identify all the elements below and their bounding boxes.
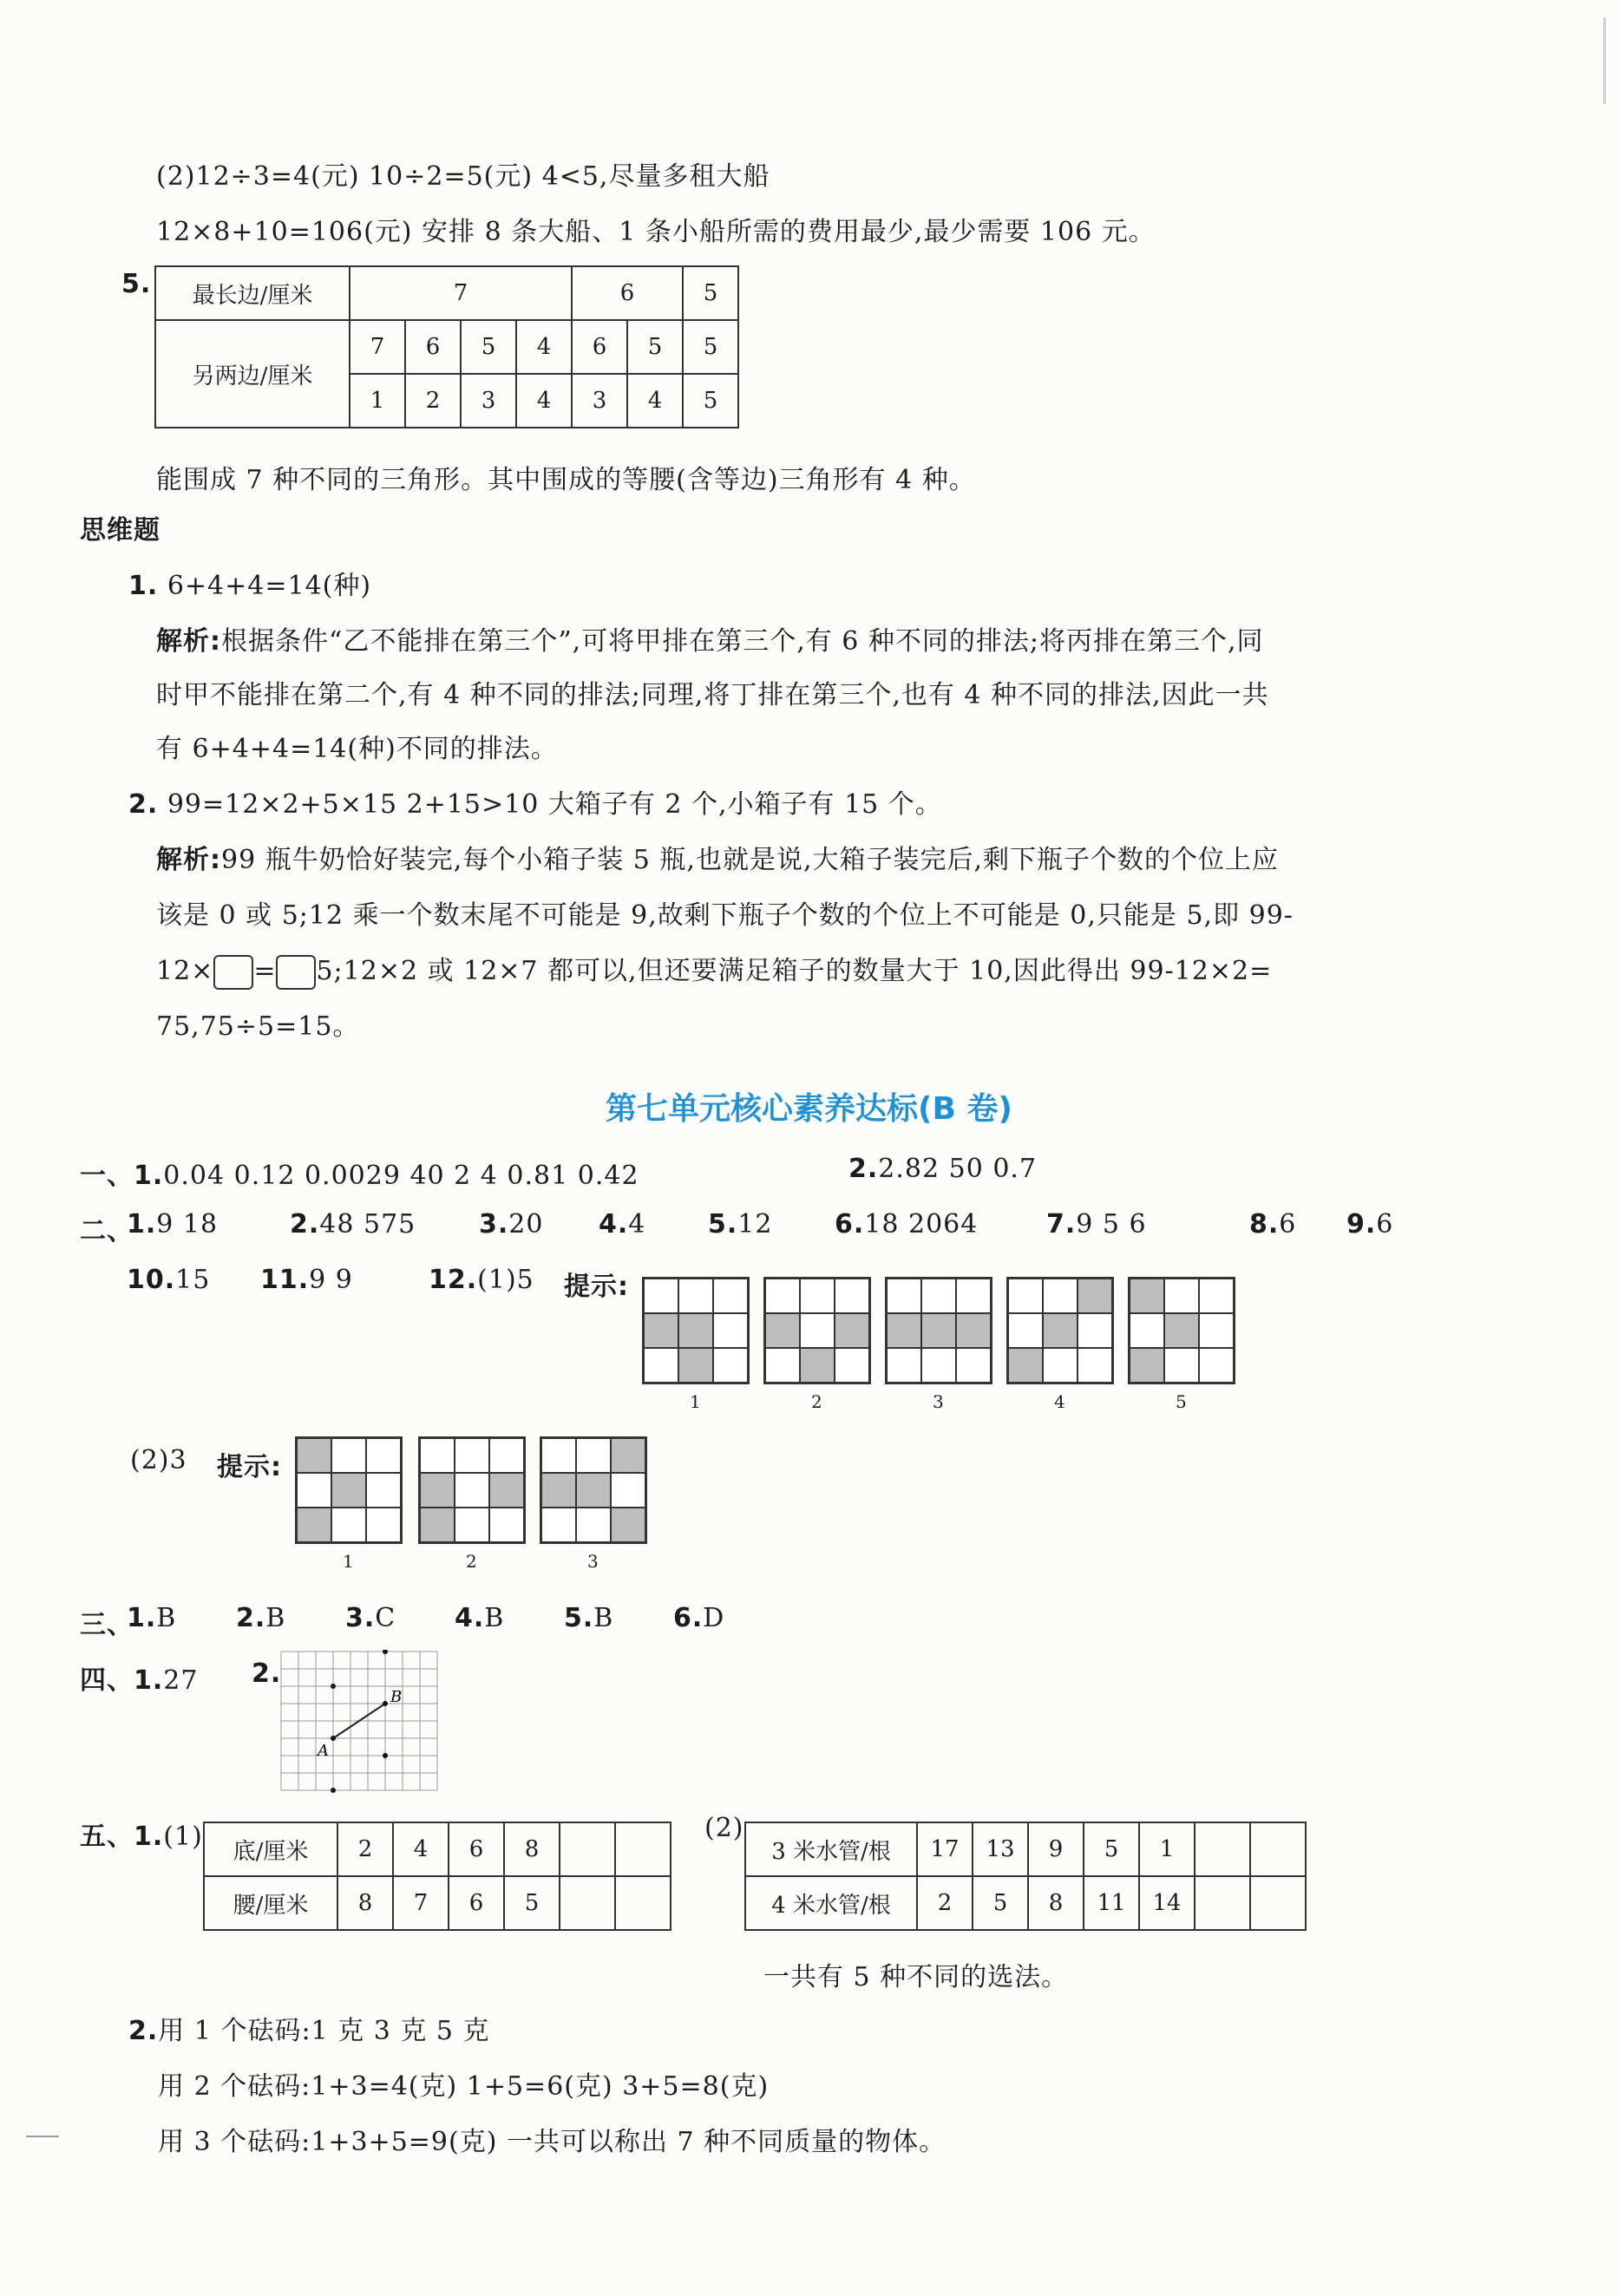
question-number: 3. (345, 1603, 376, 1633)
question-number: 5. (708, 1209, 738, 1240)
answer-text: 9 18 (156, 1209, 219, 1240)
question-number: 10. (127, 1265, 176, 1295)
answer-text: 用 1 个砝码:1 克 3 克 5 克 (158, 2016, 490, 2046)
table-cell: 2 (337, 1822, 393, 1876)
table-header: 底/厘米 (204, 1822, 337, 1876)
analysis-text: = (253, 956, 277, 986)
question-number: 12. (429, 1265, 478, 1295)
table-cell: 4 (393, 1822, 449, 1876)
table-header: 最长边/厘米 (155, 266, 350, 320)
table-cell: 1 (1139, 1822, 1195, 1876)
table-cell: 17 (917, 1822, 973, 1876)
answer-text: 48 575 (319, 1209, 416, 1240)
point-marker (383, 1753, 388, 1758)
table-cell: 8 (1028, 1876, 1084, 1930)
table-cell (1195, 1876, 1250, 1930)
analysis-text: 时甲不能排在第二个,有 4 种不同的排法;同理,将丁排在第三个,也有 4 种不同的排法,因此一共 (156, 680, 1269, 710)
grid-label: 1 (690, 1391, 701, 1412)
analysis-text: 12× (156, 956, 214, 986)
question-number: 1. (127, 1603, 157, 1633)
table-cell: 5 (461, 320, 516, 374)
answer-text: 20 (508, 1209, 544, 1240)
page-edge-mark (1603, 17, 1606, 104)
answer-text: B (484, 1603, 505, 1633)
answer-line-1: (2)12÷3=4(元) 10÷2=5(元) 4<5,尽量多租大船 (156, 161, 770, 192)
table-cell: 7 (393, 1876, 449, 1930)
shading-grid-2 (763, 1277, 871, 1384)
answer-text: (1)5 (477, 1265, 534, 1295)
question-number: 5. (121, 269, 152, 299)
grid-label: 5 (1176, 1391, 1187, 1412)
table-cell: 2 (405, 374, 461, 428)
answer-text: 27 (163, 1665, 199, 1696)
question-number: 2. (252, 1658, 282, 1689)
point-marker (383, 1701, 388, 1706)
section-label: 三、 (80, 1610, 134, 1640)
analysis-text: 5;12×2 或 12×7 都可以,但还要满足箱子的数量大于 10,因此得出 99-12×2= (316, 956, 1273, 986)
question-number: 2. (290, 1209, 320, 1240)
point-label-a: A (318, 1742, 329, 1760)
point-label-b: B (390, 1688, 403, 1706)
answer-text: 9 9 (309, 1265, 353, 1295)
answer-text: 用 3 个砝码:1+3+5=9(克) 一共可以称出 7 种不同质量的物体。 (158, 2127, 947, 2157)
answer-text: (2)3 (130, 1445, 187, 1475)
answer-text: 9 5 6 (1076, 1209, 1147, 1240)
table-cell: 9 (1028, 1822, 1084, 1876)
question-number: 2. (848, 1154, 879, 1184)
table-cell: 7 (350, 320, 405, 374)
triangle-conclusion: 能围成 7 种不同的三角形。其中围成的等腰(含等边)三角形有 4 种。 (156, 465, 976, 495)
table-cell: 5 (683, 266, 738, 320)
table-cell: 3 (572, 374, 627, 428)
answer-text: B (593, 1603, 614, 1633)
grid-label: 4 (1054, 1391, 1065, 1412)
question-number: 1. (127, 1209, 157, 1240)
table-cell (560, 1822, 615, 1876)
section-label: 五、 (80, 1822, 134, 1852)
answer-line-2: 12×8+10=106(元) 安排 8 条大船、1 条小船所需的费用最少,最少需要 106 元。 (156, 217, 1156, 247)
blank-box (213, 955, 253, 990)
table-cell: 6 (449, 1822, 504, 1876)
table-cell: 6 (572, 320, 627, 374)
question-number: 6. (835, 1209, 865, 1240)
part-label: (2) (704, 1813, 744, 1843)
shading-grid-3 (885, 1277, 992, 1384)
pipe-conclusion: 一共有 5 种不同的选法。 (763, 1962, 1069, 1992)
answer-text: 6+4+4=14(种) (167, 571, 372, 601)
table-cell: 4 (516, 320, 572, 374)
answer-text: 99=12×2+5×15 2+15>10 大箱子有 2 个,小箱子有 15 个。 (167, 789, 942, 820)
answer-text: 6 (1376, 1209, 1394, 1240)
analysis-text: 有 6+4+4=14(种)不同的排法。 (156, 734, 558, 764)
answer-text: C (375, 1603, 396, 1633)
question-number: 11. (260, 1265, 310, 1295)
section-label: 一、 (80, 1161, 134, 1191)
table-cell: 4 (516, 374, 572, 428)
table-cell: 5 (683, 374, 738, 428)
answer-text: 4 (628, 1209, 646, 1240)
table-cell: 8 (504, 1822, 560, 1876)
table-cell: 7 (350, 266, 572, 320)
isosceles-table (203, 1822, 671, 1931)
question-number: 1. (128, 571, 159, 601)
table-cell (615, 1876, 671, 1930)
question-number: 9. (1346, 1209, 1377, 1240)
shading-grid-b3 (540, 1436, 647, 1544)
answer-text: 15 (175, 1265, 211, 1295)
analysis-label: 解析: (156, 845, 221, 875)
table-cell: 11 (1084, 1876, 1139, 1930)
question-number: 1. (134, 1822, 164, 1852)
shading-grid-b2 (418, 1436, 526, 1544)
table-cell: 6 (572, 266, 683, 320)
grid-label: 3 (933, 1391, 944, 1412)
table-cell (560, 1876, 615, 1930)
question-number: 8. (1249, 1209, 1280, 1240)
blank-box (276, 955, 316, 990)
point-marker (331, 1788, 336, 1793)
answer-text: 用 2 个砝码:1+3=4(克) 1+5=6(克) 3+5=8(克) (158, 2071, 770, 2102)
table-cell: 5 (504, 1876, 560, 1930)
question-number: 1. (134, 1665, 164, 1696)
table-header: 4 米水管/根 (745, 1876, 917, 1930)
grid-label: 3 (587, 1551, 599, 1572)
table-header: 3 米水管/根 (745, 1822, 917, 1876)
answer-text: 18 2064 (864, 1209, 979, 1240)
table-cell (1250, 1822, 1306, 1876)
point-marker (331, 1684, 336, 1689)
section-label: 四、 (80, 1665, 134, 1696)
table-cell: 5 (683, 320, 738, 374)
answer-text: B (156, 1603, 177, 1633)
grid-label: 2 (811, 1391, 822, 1412)
grid-label: 1 (343, 1551, 354, 1572)
triangle-sides-table (154, 265, 739, 428)
table-cell: 4 (627, 374, 683, 428)
question-number: 6. (673, 1603, 704, 1633)
question-number: 7. (1046, 1209, 1077, 1240)
grid-plot (279, 1650, 441, 1794)
table-cell (1195, 1822, 1250, 1876)
table-header: 腰/厘米 (204, 1876, 337, 1930)
analysis-text: 99 瓶牛奶恰好装完,每个小箱子装 5 瓶,也就是说,大箱子装完后,剩下瓶子个数的个位上应 (221, 845, 1280, 875)
shading-grid-5 (1128, 1277, 1235, 1384)
table-cell: 8 (337, 1876, 393, 1930)
question-number: 2. (128, 2016, 159, 2046)
unit-title: 第七单元核心素养达标(B 卷) (606, 1091, 1012, 1127)
analysis-text: 根据条件“乙不能排在第三个”,可将甲排在第三个,有 6 种不同的排法;将丙排在第三个,同 (221, 626, 1264, 657)
shading-grid-b1 (295, 1436, 403, 1544)
analysis-label: 解析: (156, 626, 221, 657)
table-cell: 6 (449, 1876, 504, 1930)
section-heading-thinking: 思维题 (80, 515, 160, 546)
question-number: 2. (128, 789, 159, 820)
question-number: 3. (479, 1209, 509, 1240)
table-cell: 5 (973, 1876, 1028, 1930)
point-marker (331, 1736, 336, 1741)
table-cell (1250, 1876, 1306, 1930)
hint-label: 提示: (217, 1452, 282, 1482)
table-cell: 6 (405, 320, 461, 374)
table-cell: 5 (1084, 1822, 1139, 1876)
question-number: 4. (599, 1209, 629, 1240)
answer-text: B (265, 1603, 286, 1633)
table-cell: 2 (917, 1876, 973, 1930)
table-cell (615, 1822, 671, 1876)
question-number: 2. (236, 1603, 266, 1633)
point-marker (383, 1650, 388, 1654)
question-number: 1. (134, 1161, 164, 1191)
answer-text: 12 (737, 1209, 773, 1240)
question-number: 4. (455, 1603, 485, 1633)
table-cell: 13 (973, 1822, 1028, 1876)
shading-grid-1 (642, 1277, 750, 1384)
table-cell: 3 (461, 374, 516, 428)
answer-text: D (703, 1603, 725, 1633)
table-cell: 5 (627, 320, 683, 374)
table-cell: 1 (350, 374, 405, 428)
analysis-text: 75,75÷5=15。 (156, 1011, 360, 1042)
grid-label: 2 (466, 1551, 477, 1572)
question-number: 5. (564, 1603, 594, 1633)
section-label: 二、 (80, 1216, 134, 1246)
hint-label: 提示: (564, 1272, 629, 1302)
answer-text: 6 (1279, 1209, 1297, 1240)
table-cell: 14 (1139, 1876, 1195, 1930)
page-footer-mark (26, 2136, 59, 2137)
pipe-table (744, 1822, 1307, 1931)
answer-text: 2.82 50 0.7 (878, 1154, 1038, 1184)
part-label: (1) (163, 1822, 203, 1852)
analysis-text: 该是 0 或 5;12 乘一个数末尾不可能是 9,故剩下瓶子个数的个位上不可能是 0,只能是 5,即 99- (156, 900, 1294, 931)
shading-grid-4 (1006, 1277, 1114, 1384)
table-header: 另两边/厘米 (155, 320, 350, 428)
answer-text: 0.04 0.12 0.0029 40 2 4 0.81 0.42 (163, 1161, 639, 1191)
